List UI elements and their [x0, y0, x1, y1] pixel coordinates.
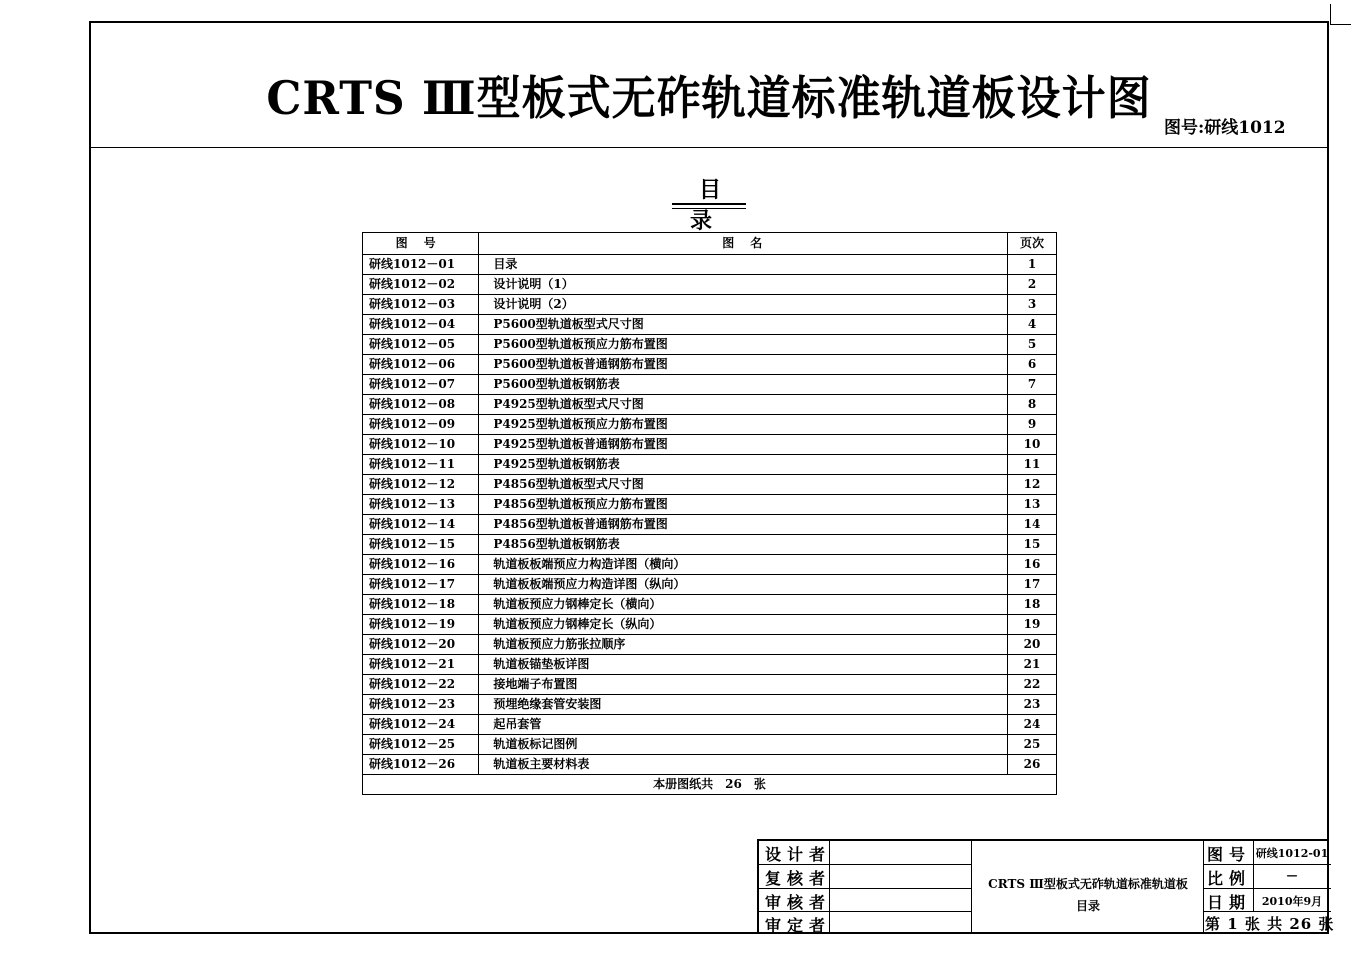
page-number-cell: 24 — [1008, 715, 1057, 735]
drawing-name-cell: P5600型轨道板型式尺寸图 — [479, 315, 1008, 335]
title-divider — [89, 147, 1329, 148]
page-number-cell: 21 — [1008, 655, 1057, 675]
page-number-cell: 16 — [1008, 555, 1057, 575]
drawing-number-cell: 研线1012－23 — [363, 695, 479, 715]
drawing-number-cell: 研线1012－04 — [363, 315, 479, 335]
title-block-description — [973, 873, 1203, 917]
role-reviewer: 审核者 — [765, 893, 832, 912]
table-row — [363, 755, 1057, 775]
table-row — [363, 335, 1057, 355]
drawing-name-cell: P5600型轨道板预应力筋布置图 — [479, 335, 1008, 355]
table-row — [363, 355, 1057, 375]
page-number-cell: 19 — [1008, 615, 1057, 635]
drawing-number-cell: 研线1012－25 — [363, 735, 479, 755]
table-row — [363, 315, 1057, 335]
date-label: 日期 — [1207, 893, 1252, 912]
drawing-number-cell: 研线1012－02 — [363, 275, 479, 295]
page-number-cell: 17 — [1008, 575, 1057, 595]
drawing-number-cell: 研线1012－10 — [363, 435, 479, 455]
drawing-no-value: 研线1012-01 — [1255, 847, 1329, 860]
drawing-name-cell: P4856型轨道板型式尺寸图 — [479, 475, 1008, 495]
drawing-name-cell: P4925型轨道板预应力筋布置图 — [479, 415, 1008, 435]
page-number-cell: 18 — [1008, 595, 1057, 615]
scale-label: 比例 — [1207, 869, 1252, 888]
table-row — [363, 595, 1057, 615]
toc-heading: 目录 — [689, 177, 739, 234]
title-block — [757, 839, 1335, 935]
drawing-name-cell: 轨道板预应力钢棒定长（纵向） — [479, 615, 1008, 635]
drawing-no-label: 图号 — [1207, 845, 1252, 864]
table-row — [363, 535, 1057, 555]
toc-underline — [672, 203, 746, 205]
column-header-name: 图名 — [479, 233, 1008, 255]
drawing-number-cell: 研线1012－21 — [363, 655, 479, 675]
page-number-cell: 13 — [1008, 495, 1057, 515]
page-number-cell: 20 — [1008, 635, 1057, 655]
drawing-number-cell: 研线1012－13 — [363, 495, 479, 515]
drawing-number-cell: 研线1012－19 — [363, 615, 479, 635]
drawing-name-cell: 轨道板板端预应力构造详图（纵向） — [479, 575, 1008, 595]
page-number-cell: 11 — [1008, 455, 1057, 475]
role-approver: 审定者 — [765, 916, 832, 935]
page-number-cell: 26 — [1008, 755, 1057, 775]
page-number-cell: 7 — [1008, 375, 1057, 395]
table-row — [363, 495, 1057, 515]
toc-underline-thin — [672, 208, 746, 209]
drawing-name-cell: 设计说明（1） — [479, 275, 1008, 295]
drawing-number-cell: 研线1012－24 — [363, 715, 479, 735]
drawing-number-cell: 研线1012－22 — [363, 675, 479, 695]
drawing-name-cell: 轨道板主要材料表 — [479, 755, 1008, 775]
drawing-number-cell: 研线1012－03 — [363, 295, 479, 315]
drawing-number-cell: 研线1012－17 — [363, 575, 479, 595]
drawing-name-cell: P5600型轨道板钢筋表 — [479, 375, 1008, 395]
toc-header-row — [363, 233, 1057, 255]
page-number-cell: 15 — [1008, 535, 1057, 555]
drawing-name-cell: P4856型轨道板钢筋表 — [479, 535, 1008, 555]
table-row — [363, 275, 1057, 295]
drawing-number-cell: 研线1012－14 — [363, 515, 479, 535]
drawing-number-cell: 研线1012－09 — [363, 415, 479, 435]
page-number-cell: 9 — [1008, 415, 1057, 435]
page-title: CRTS Ⅲ型板式无砟轨道标准轨道板设计图 — [266, 71, 1152, 126]
role-designer: 设计者 — [765, 845, 832, 864]
page-number-cell: 6 — [1008, 355, 1057, 375]
drawing-name-cell: 起吊套管 — [479, 715, 1008, 735]
table-row — [363, 715, 1057, 735]
drawing-number-cell: 研线1012－06 — [363, 355, 479, 375]
corner-mark — [1330, 4, 1351, 25]
toc-total-row — [363, 775, 1057, 795]
toc-body — [363, 255, 1057, 775]
page-number-cell: 10 — [1008, 435, 1057, 455]
toc-total: 本册图纸共 26 张 — [363, 775, 1057, 795]
drawing-name-cell: 轨道板预应力筋张拉顺序 — [479, 635, 1008, 655]
drawing-number-cell: 研线1012－11 — [363, 455, 479, 475]
sheet-count: 第 1 张 共 26 张 — [1205, 915, 1335, 933]
table-row — [363, 575, 1057, 595]
table-row — [363, 695, 1057, 715]
drawing-number-cell: 研线1012－12 — [363, 475, 479, 495]
page-number-cell: 3 — [1008, 295, 1057, 315]
table-row — [363, 515, 1057, 535]
drawing-number-cell: 研线1012－07 — [363, 375, 479, 395]
drawing-name-cell: 设计说明（2） — [479, 295, 1008, 315]
table-row — [363, 435, 1057, 455]
drawing-number-cell: 研线1012－20 — [363, 635, 479, 655]
table-row — [363, 555, 1057, 575]
drawing-number-cell: 研线1012－18 — [363, 595, 479, 615]
drawing-name-cell: 轨道板板端预应力构造详图（横向） — [479, 555, 1008, 575]
description-line-1: CRTS Ⅲ型板式无砟轨道标准轨道板 — [988, 877, 1188, 891]
table-row — [363, 255, 1057, 275]
table-row — [363, 455, 1057, 475]
table-row — [363, 415, 1057, 435]
page-number-cell: 8 — [1008, 395, 1057, 415]
toc-table — [362, 232, 1057, 795]
table-row — [363, 635, 1057, 655]
drawing-name-cell: 目录 — [479, 255, 1008, 275]
drawing-name-cell: 轨道板预应力钢棒定长（横向） — [479, 595, 1008, 615]
table-row — [363, 295, 1057, 315]
column-header-page: 页次 — [1008, 233, 1057, 255]
drawing-name-cell: P5600型轨道板普通钢筋布置图 — [479, 355, 1008, 375]
date-value: 2010年9月 — [1261, 895, 1323, 908]
drawing-name-cell: 轨道板锚垫板详图 — [479, 655, 1008, 675]
column-header-number: 图号 — [363, 233, 479, 255]
page-number-cell: 5 — [1008, 335, 1057, 355]
page-number-cell: 1 — [1008, 255, 1057, 275]
page-number-cell: 14 — [1008, 515, 1057, 535]
drawing-name-cell: P4856型轨道板普通钢筋布置图 — [479, 515, 1008, 535]
description-line-2: 目录 — [1075, 899, 1100, 913]
drawing-number: 图号:研线1012 — [1164, 118, 1286, 138]
drawing-name-cell: P4856型轨道板预应力筋布置图 — [479, 495, 1008, 515]
drawing-number-cell: 研线1012－05 — [363, 335, 479, 355]
drawing-name-cell: P4925型轨道板钢筋表 — [479, 455, 1008, 475]
table-row — [363, 395, 1057, 415]
tb-divider — [971, 841, 972, 934]
drawing-number-cell: 研线1012－15 — [363, 535, 479, 555]
drawing-name-cell: P4925型轨道板型式尺寸图 — [479, 395, 1008, 415]
scale-value: — — [1286, 869, 1298, 882]
drawing-name-cell: 预埋绝缘套管安装图 — [479, 695, 1008, 715]
drawing-number-cell: 研线1012－26 — [363, 755, 479, 775]
role-checker: 复核者 — [765, 869, 832, 888]
table-row — [363, 475, 1057, 495]
drawing-number-cell: 研线1012－01 — [363, 255, 479, 275]
page-number-cell: 23 — [1008, 695, 1057, 715]
table-row — [363, 655, 1057, 675]
table-row — [363, 615, 1057, 635]
page-number-cell: 25 — [1008, 735, 1057, 755]
page-number-cell: 12 — [1008, 475, 1057, 495]
table-row — [363, 375, 1057, 395]
table-row — [363, 735, 1057, 755]
page-number-cell: 2 — [1008, 275, 1057, 295]
page-number-cell: 22 — [1008, 675, 1057, 695]
drawing-number-cell: 研线1012－08 — [363, 395, 479, 415]
page-number-cell: 4 — [1008, 315, 1057, 335]
drawing-name-cell: 接地端子布置图 — [479, 675, 1008, 695]
table-row — [363, 675, 1057, 695]
drawing-name-cell: 轨道板标记图例 — [479, 735, 1008, 755]
drawing-number-cell: 研线1012－16 — [363, 555, 479, 575]
drawing-name-cell: P4925型轨道板普通钢筋布置图 — [479, 435, 1008, 455]
